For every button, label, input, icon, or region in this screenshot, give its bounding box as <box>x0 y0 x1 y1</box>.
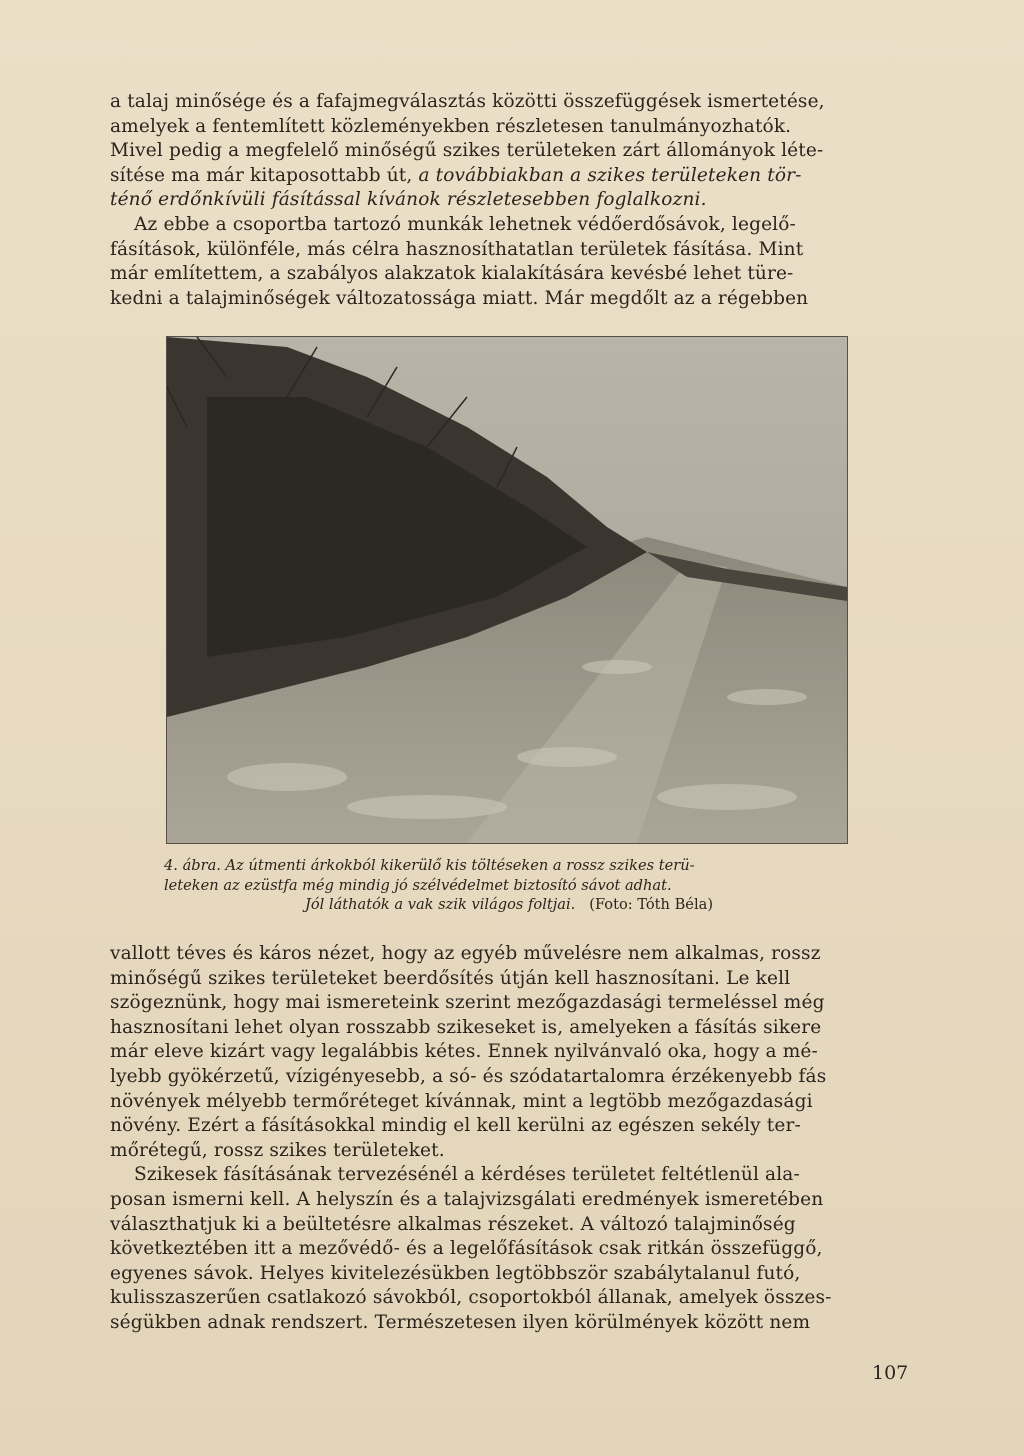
caption-line: leteken az ezüstfa még mindig jó szélvédelmet biztosító sávot adhat. <box>164 876 672 894</box>
text-span: sítése ma már kitaposottabb út, <box>110 164 413 186</box>
text-line: választhatjuk ki a beültetésre alkalmas részeket. A változó talajminőség <box>110 1213 796 1235</box>
text-line: Mivel pedig a megfelelő minőségű szikes területeken zárt állományok léte- <box>110 140 824 162</box>
text-line: posan ismerni kell. A helyszín és a talajvizsgálati eredmények ismeretében <box>110 1188 824 1210</box>
text-line: Az ebbe a csoportba tartozó munkák lehetnek védőerdősávok, legelő- <box>134 213 796 235</box>
text-line: kulisszaszerűen csatlakozó sávokból, csoportokból állanak, amelyek összes- <box>110 1287 832 1309</box>
text-line: fásítások, különféle, más célra hasznosíthatatlan területek fásítása. Mint <box>110 238 804 260</box>
text-line: ségükben adnak rendszert. Természetesen ilyen körülmények között nem <box>110 1311 811 1333</box>
text-line: lyebb gyökérzetű, vízigényesebb, a só- és szódatartalomra érzékenyebb fás <box>110 1065 827 1087</box>
paragraph-bottom <box>110 942 918 1336</box>
text-line: következtében itt a mezővédő- és a legelőfásítások csak ritkán összefüggő, <box>110 1238 823 1260</box>
text-line: a talaj minősége és a fafajmegválasztás közötti összefüggések ismertetése, <box>110 91 825 112</box>
photo-landscape <box>167 337 847 843</box>
text-line: növény. Ezért a fásításokkal mindig el kell kerülni az egészen sekély ter- <box>110 1115 801 1137</box>
italic-span: a továbbiakban a szikes területeken tör- <box>418 164 802 186</box>
text-line: mőrétegű, rossz szikes területeket. <box>110 1139 445 1161</box>
text-line: növények mélyebb termőréteget kívánnak, mint a legtöbb mezőgazdasági <box>110 1090 813 1112</box>
photo-credit: (Foto: Tóth Béla) <box>589 896 714 913</box>
text-line: Szikesek fásításának tervezésénél a kérdéses területet feltétlenül ala- <box>134 1164 800 1186</box>
text-line <box>110 164 918 189</box>
text-line: már eleve kizárt vagy legalábbis kétes. Ennek nyilvánvaló oka, hogy a mé- <box>110 1041 818 1063</box>
caption-text: Jól láthatók a vak szik világos foltjai. <box>304 896 576 913</box>
paragraph-top <box>110 90 918 311</box>
figure-caption <box>164 856 854 915</box>
text-line: amelyek a fentemlített közleményekben részletesen tanulmányozhatók. <box>110 115 792 137</box>
caption-line: 4. ábra. Az útmenti árkokból kikerülő kis töltéseken a rossz szikes terü- <box>164 857 695 874</box>
text-line: minőségű szikes területeket beerdősítés útján kell hasznosítani. Le kell <box>110 967 791 989</box>
text-line: szögeznünk, hogy mai ismereteink szerint mezőgazdasági termeléssel még <box>110 992 825 1014</box>
text-line: kedni a talajminőségek változatossága miatt. Már megdőlt az a régebben <box>110 287 809 309</box>
text-line: vallott téves és káros nézet, hogy az egyéb művelésre nem alkalmas, rossz <box>110 943 821 964</box>
text-line: hasznosítani lehet olyan rosszabb szikeseket is, amelyeken a fásítás sikere <box>110 1016 822 1038</box>
caption-line <box>164 895 854 915</box>
figure-photo <box>166 336 848 844</box>
text-line: ténő erdőnkívüli fásítással kívánok részletesebben foglalkozni. <box>110 189 707 211</box>
text-line: már említettem, a szabályos alakzatok kialakítására kevésbé lehet türe- <box>110 263 794 285</box>
text-line: egyenes sávok. Helyes kivitelezésükben legtöbbször szabálytalanul futó, <box>110 1262 801 1284</box>
page-number: 107 <box>872 1362 909 1384</box>
